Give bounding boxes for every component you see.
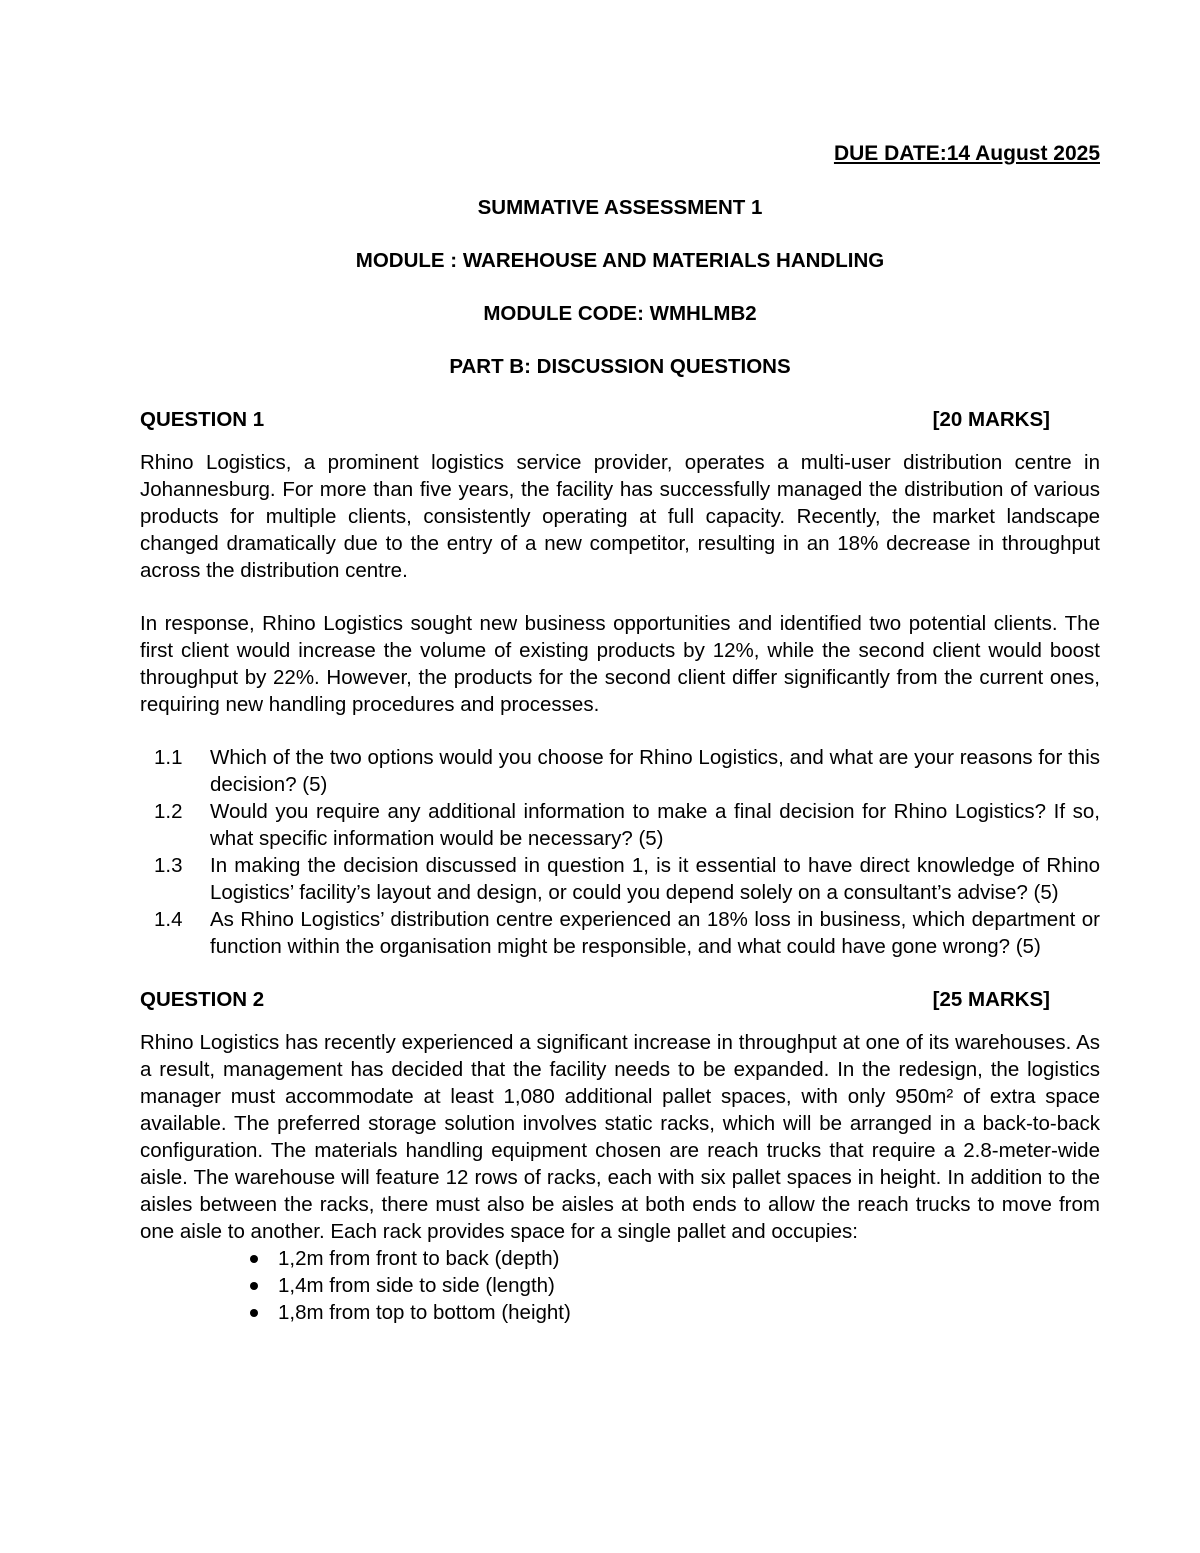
subquestion-text: Would you require any additional information to make a final decision for Rhino Logistics? If so, what specific information would be necessary? (5) [210, 800, 1100, 850]
bullet-icon [244, 1272, 278, 1299]
subquestion-item [140, 906, 1100, 960]
subquestion-text: In making the decision discussed in question 1, is it essential to have direct knowledge of Rhino Logistics’ facility’s layout and design, or could you depend solely on a consultant’s advise? (5) [210, 854, 1100, 904]
list-item [140, 1299, 1100, 1326]
question-1-header [140, 406, 1100, 433]
question-2-paragraph: Rhino Logistics has recently experienced a significant increase in throughput at one of its warehouses. As a result, management has decided that the facility needs to be expanded. In the redesign, the logistics manager must accommodate at least 1,080 additional pallet spaces, with only 950m² of extra space available. The preferred storage solution involves static racks, which will be arranged in a back-to-back configuration. The materials handling equipment chosen are reach trucks that require a 2.8-meter-wide aisle. The warehouse will feature 12 rows of racks, each with six pallet spaces in height. In addition to the aisles between the racks, there must also be aisles at both ends to allow the reach trucks to move from one aisle to another. Each rack provides space for a single pallet and occupies: [140, 1031, 1100, 1243]
question-1-paragraph: In response, Rhino Logistics sought new business opportunities and identified two potential clients. The first client would increase the volume of existing products by 12%, while the second client would boost throughput by 22%. However, the products for the second client differ significantly from the current ones, requiring new handling procedures and processes. [140, 612, 1100, 716]
list-item-text: 1,2m from front to back (depth) [278, 1247, 560, 1270]
question-2-header [140, 986, 1100, 1013]
subquestion-text: As Rhino Logistics’ distribution centre experienced an 18% loss in business, which department or function within the organisation might be responsible, and what could have gone wrong? (5) [210, 908, 1100, 958]
question-1-marks: [20 MARKS] [932, 408, 1050, 431]
due-date: DUE DATE:14 August 2025 [833, 142, 1100, 165]
subquestion-item [140, 852, 1100, 906]
subquestion-number: 1.3 [154, 854, 183, 877]
bullet-icon [244, 1245, 278, 1272]
assessment-title: SUMMATIVE ASSESSMENT 1 [477, 196, 763, 219]
subquestion-number: 1.1 [154, 746, 183, 769]
subquestion-number: 1.4 [154, 908, 183, 931]
part-title: PART B: DISCUSSION QUESTIONS [449, 355, 791, 378]
question-2-marks: [25 MARKS] [932, 988, 1050, 1011]
list-item-text: 1,8m from top to bottom (height) [278, 1301, 571, 1324]
module-code: MODULE CODE: WMHLMB2 [483, 302, 757, 325]
subquestion-number: 1.2 [154, 800, 183, 823]
list-item [140, 1245, 1100, 1272]
question-1-subquestions [140, 744, 1100, 960]
subquestion-item [140, 744, 1100, 798]
question-1-title: QUESTION 1 [140, 408, 265, 431]
list-item-text: 1,4m from side to side (length) [278, 1274, 555, 1297]
document-page [140, 140, 1100, 1326]
module-title: MODULE : WAREHOUSE AND MATERIALS HANDLING [355, 249, 885, 272]
subquestion-item [140, 798, 1100, 852]
question-2-title: QUESTION 2 [140, 988, 265, 1011]
bullet-icon [244, 1299, 278, 1326]
question-1-paragraph: Rhino Logistics, a prominent logistics service provider, operates a multi-user distribution centre in Johannesburg. For more than five years, the facility has successfully managed the distribution of various products for multiple clients, consistently operating at full capacity. Recently, the market landscape changed dramatically due to the entry of a new competitor, resulting in an 18% decrease in throughput across the distribution centre. [140, 451, 1100, 582]
list-item [140, 1272, 1100, 1299]
subquestion-text: Which of the two options would you choose for Rhino Logistics, and what are your reasons for this decision? (5) [210, 746, 1100, 796]
rack-dimensions-list [140, 1245, 1100, 1326]
